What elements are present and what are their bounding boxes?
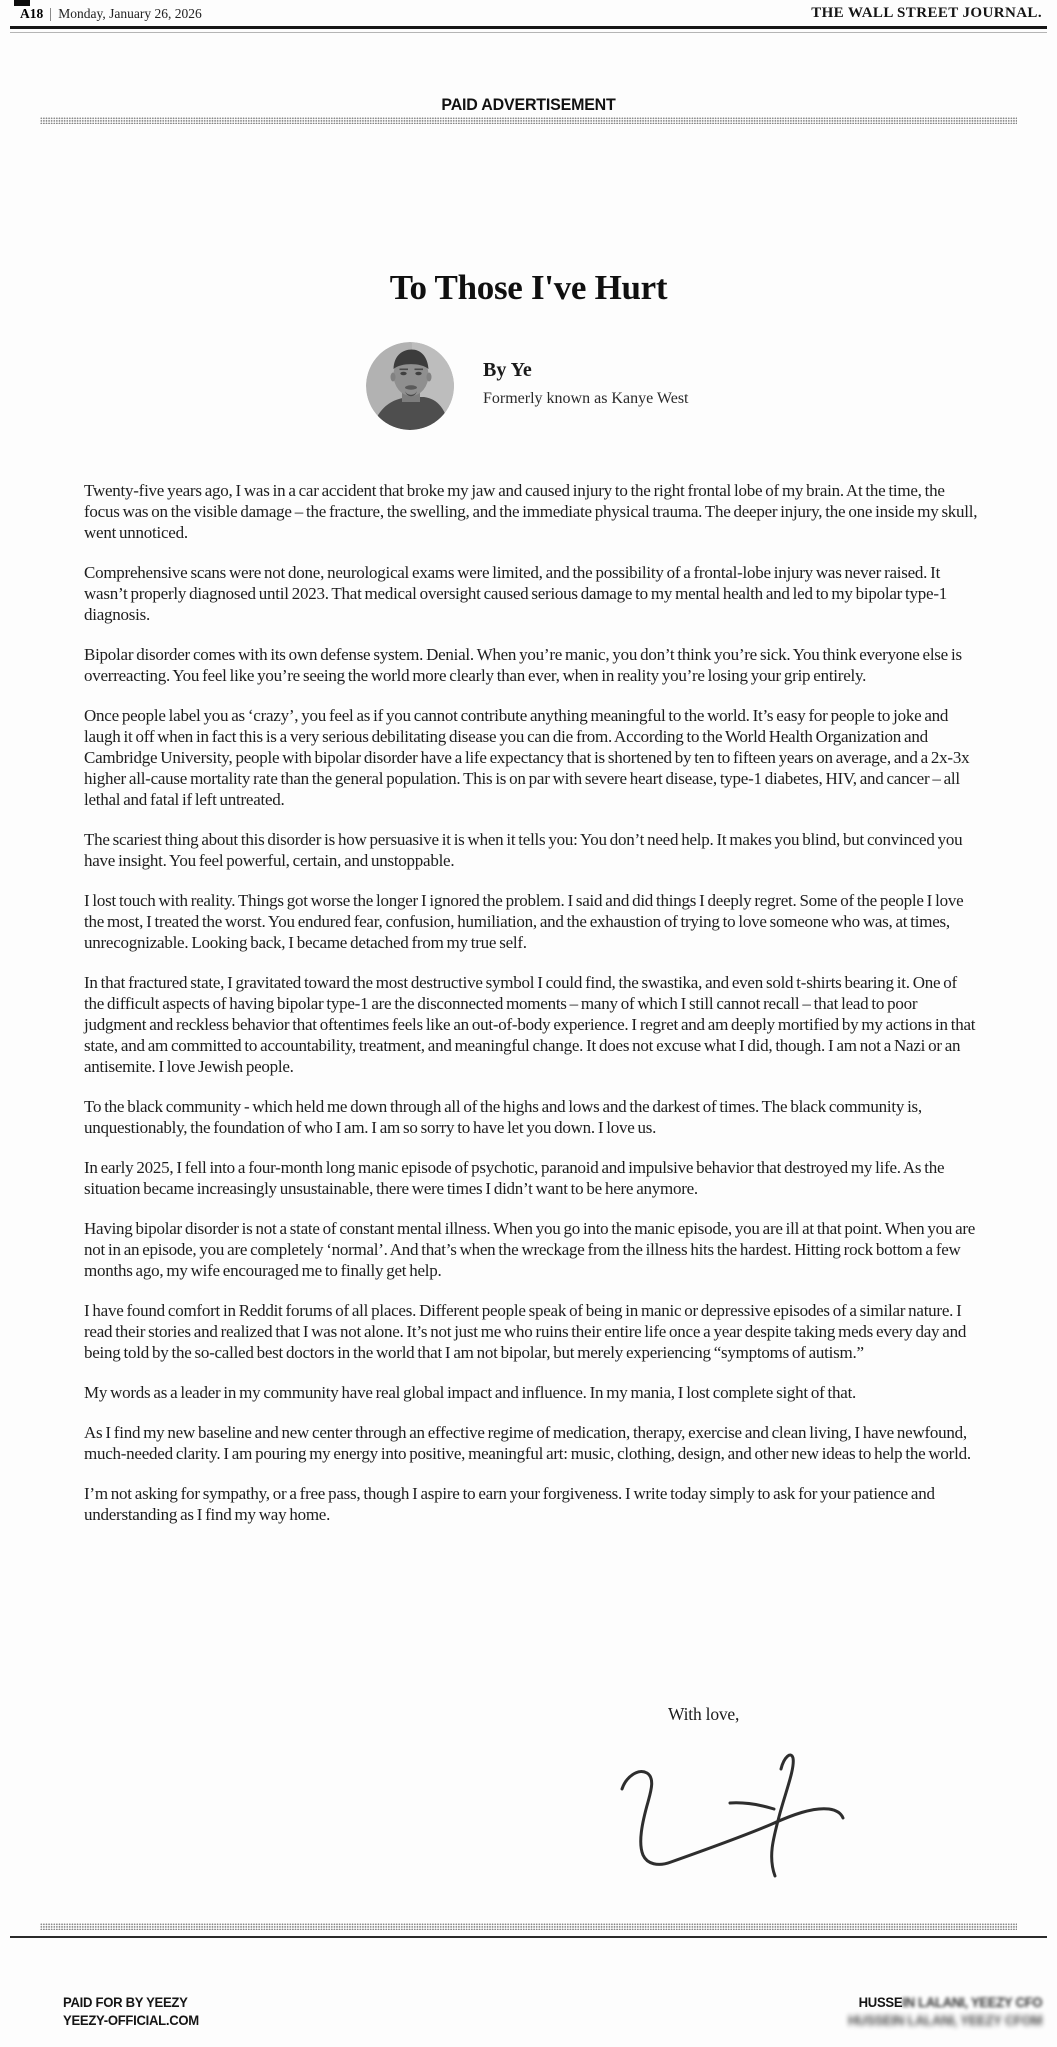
footer-signatory [848,1994,1042,2029]
letter-paragraph: To the black community - which held me down through all of the highs and lows and the darkest of times. The black community is, unquestionably, the foundation of who I am. I am so sorry to have let you down. I love us. [84,1097,922,1137]
letter-title: To Those I've Hurt [389,268,668,307]
letter-paragraph: Once people label you as ‘crazy’, you feel as if you cannot contribute anything meaningful to the world. It’s easy for people to joke and laugh it off when in fact this is a very serious debilitating disease you can die from. According to the World Health Organization and Cambridge University, people with bipolar disorder have a life expectancy that is shortened by ten to fifteen years on average, and a 2x-3x higher all-cause mortality rate than the general population. This is on par with severe heart disease, type-1 diabetes, HIV, and cancer – all lethal and fatal if left untreated. [84,706,970,809]
page-date: Monday, January 26, 2026 [58,6,202,21]
dotted-rule-top [40,117,1017,124]
header-rule-thin [10,32,1047,33]
signatory-name-clear: HUSSE [858,1995,903,2010]
letter-paragraph: I have found comfort in Reddit forums of all places. Different people speak of being in manic or depressive episodes of a similar nature. I read their stories and realized that I was not alone. It’s not just me who ruins their entire life once a year despite taking meds every day and being told by the so-called best doctors in the world that I am not bipolar, but merely experiencing “symptoms of autism.” [84,1301,967,1362]
letter-paragraph: In that fractured state, I gravitated toward the most destructive symbol I could find, the swastika, and even sold t-shirts bearing it. One of the difficult aspects of having bipolar type-1 are the disconnected moments – many of which I still cannot recall – that lead to poor judgment and reckless behavior that oftentimes feels like an out-of-body experience. I regret and am deeply mortified by my actions in that state, and am committed to accountability, treatment, and meaningful change. It does not excuse what I did, though. I am not a Nazi or an antisemite. I love Jewish people. [84,973,976,1076]
footer-rule [10,1936,1047,1938]
website-label: YEEZY-OFFICIAL.COM [63,2012,199,2028]
letter-paragraph: Having bipolar disorder is not a state of constant mental illness. When you go into the manic episode, you are ill at that point. When you are not in an episode, you are completely ‘normal’. And that’s when the wreckage from the illness hits the hardest. Hitting rock bottom a few months ago, my wife encouraged me to finally get help. [84,1219,976,1280]
paid-advertisement-label: PAID ADVERTISEMENT [441,95,616,114]
page-number: A18 [20,6,44,21]
dotted-rule-bottom [40,1923,1017,1930]
letter-paragraph: As I find my new baseline and new center through an effective regime of medication, therapy, exercise and clean living, I have newfound, much-needed clarity. I am pouring my energy into positive, meaningful art: music, clothing, design, and other new ideas to help the world. [84,1423,971,1463]
author-portrait-photo [366,342,454,430]
byline-subtitle: Formerly known as Kanye West [483,390,689,407]
signatory-name-blurred: IN LALANI, YEEZY CFO [902,1995,1042,2010]
letter-paragraph: In early 2025, I fell into a four-month long manic episode of psychotic, paranoid and impulsive behavior that destroyed my life. As the situation became increasingly unsustainable, there were times I didn’t want to be here anymore. [84,1158,945,1198]
masthead: THE WALL STREET JOURNAL. [811,5,1042,21]
header-rule-thick [10,26,1047,29]
letter-paragraph: Twenty-five years ago, I was in a car accident that broke my jaw and caused injury to the right frontal lobe of my brain. At the time, the focus was on the visible damage – the fracture, the swelling, and the immediate physical trauma. The deeper injury, the one inside my skull, went unnoticed. [84,481,978,542]
header-divider [50,8,51,21]
signatory-line-blurred: HUSSEIN LALANI, YEEZY CFOM [847,2012,1042,2028]
byline: By Ye [483,359,532,381]
footer-attribution [63,1994,199,2029]
letter-paragraph: I’m not asking for sympathy, or a free pass, though I aspire to earn your forgiveness. I write today simply to ask for your patience and understanding as I find my way home. [84,1484,935,1524]
letter-paragraph: Comprehensive scans were not done, neurological exams were limited, and the possibility of a frontal-lobe injury was never raised. It wasn’t properly diagnosed until 2023. That medical oversight caused serious damage to my mental health and led to my bipolar type-1 diagnosis. [84,563,947,624]
letter-paragraph: My words as a leader in my community have real global impact and influence. In my mania, I lost complete sight of that. [84,1383,857,1402]
letter-body [84,480,979,1544]
signatory-line [848,1994,1042,2012]
letter-paragraph: The scariest thing about this disorder is how persuasive it is when it tells you: You don’t need help. It makes you blind, but convinced you have insight. You feel powerful, certain, and unstoppable. [84,830,963,870]
letter-paragraph: I lost touch with reality. Things got worse the longer I ignored the problem. I said and did things I deeply regret. Some of the people I love the most, I treated the worst. You endured fear, confusion, humiliation, and the exhaustion of trying to love someone who was, at times, unrecognizable. Looking back, I became detached from my true self. [84,891,964,952]
handwritten-signature [606,1747,846,1883]
closing-salutation: With love, [668,1704,740,1724]
page-header-left [20,6,202,22]
letter-paragraph: Bipolar disorder comes with its own defense system. Denial. When you’re manic, you don’t think you’re sick. You think everyone else is overreacting. You feel like you’re seeing the world more clearly than ever, when in reality you’re losing your grip entirely. [84,645,962,685]
paid-for-label: PAID FOR BY YEEZY [63,1995,188,2010]
